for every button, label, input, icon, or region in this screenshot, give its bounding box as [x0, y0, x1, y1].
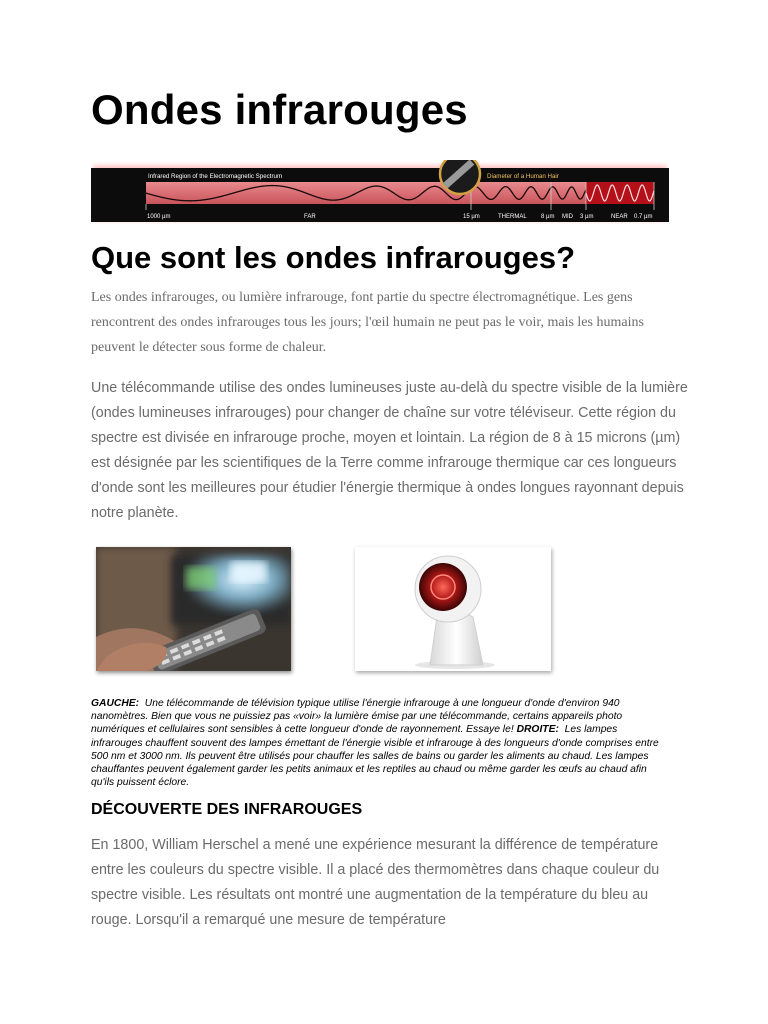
tick-label: 1000 µm: [147, 214, 171, 220]
tick-label: NEAR: [611, 214, 628, 220]
caption-right-text: Les lampes infrarouges chauffent souvent des lampes émettant de l'énergie visible et infrarouge à des longueurs d'onde comprises entre 500 nm et 3000 nm. Ils peuvent être utilisés pour chauffer les salles de bains ou garder les aliments au chaud. Les lampes chauffantes peuvent également garder les petits animaux et les reptiles au chaud ou même garder les œufs au chaud afin qu'ils puissent éclore.: [91, 724, 659, 789]
infrared-spectrum-banner: [91, 160, 669, 224]
tick-label: 0.7 µm: [634, 214, 653, 220]
tick-label: 8 µm: [541, 214, 555, 220]
caption-right-label: DROITE:: [516, 724, 559, 736]
tv-remote-photo: [96, 547, 291, 671]
tick-label: THERMAL: [498, 214, 527, 220]
intro-paragraph: Les ondes infrarouges, ou lumière infrarouge, font partie du spectre électromagnétique. Les gens rencontrent des ondes infrarouges tous les jours; l'œil humain ne peut pas le voir, mais les humains peuvent le détecter sous forme de chaleur.: [91, 290, 644, 355]
section-heading-what-are: Que sont les ondes infrarouges?: [91, 240, 576, 275]
tick-label: 15 µm: [463, 214, 480, 220]
spectrum-heading: Infrared Region of the Electromagnetic Spectrum: [148, 173, 283, 180]
spectrum-band: [146, 182, 586, 204]
spectrum-hair-label: Diameter of a Human Hair: [487, 173, 559, 180]
page-title: Ondes infrarouges: [91, 86, 468, 133]
caption-left-text: Une télécommande de télévision typique utilise l'énergie infrarouge à une longueur d'onde d'environ 940 nanomètres. Bien que vous ne puissiez pas «voir» la lumière émise par une télécommande, certains appareils photo numériques et cellulaires sont sensibles à cette longueur d'onde de rayonnement. Essaye le!: [91, 698, 623, 736]
infrared-lamp-photo: [355, 547, 551, 671]
tick-label: FAR: [304, 214, 316, 220]
tick-label: 3 µm: [580, 214, 594, 220]
image-caption: [91, 697, 671, 789]
herschel-paragraph: En 1800, William Herschel a mené une expérience mesurant la différence de température entre les couleurs du spectre visible. Il a placé des thermomètres dans chaque couleur du spectre visible. Les résultats ont montré une augmentation de la température du bleu au rouge. Lorsqu'il a remarqué une mesure de température: [91, 837, 660, 928]
section-heading-discovery: DÉCOUVERTE DES INFRAROUGES: [91, 801, 363, 818]
spectrum-illustration: [91, 160, 669, 224]
caption-left-label: GAUCHE:: [91, 698, 140, 709]
remote-paragraph: Une télécommande utilise des ondes lumineuses juste au-delà du spectre visible de la lumière (ondes lumineuses infrarouges) pour changer de chaîne sur votre téléviseur. Cette région du spectre est divisée en infrarouge proche, moyen et lointain. La région de 8 à 15 microns (µm) est désignée par les scientifiques de la Terre comme infrarouge thermique car ces longueurs d'onde sont les meilleures pour étudier l'énergie thermique à ondes longues rayonnant depuis notre planète.: [91, 380, 688, 521]
tick-label: MID: [562, 214, 573, 220]
